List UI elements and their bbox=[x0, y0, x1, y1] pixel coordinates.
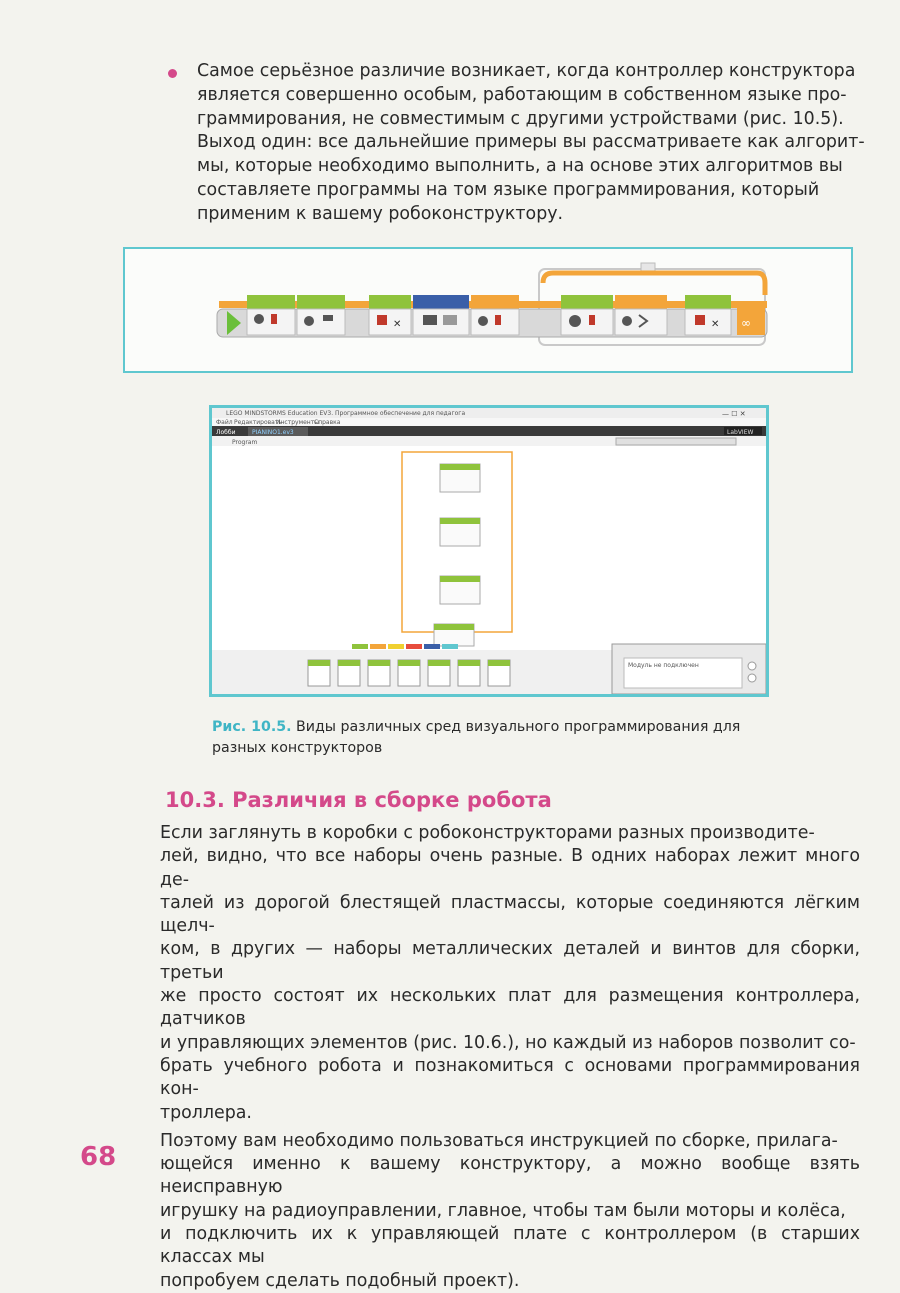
palette-blocks[interactable] bbox=[308, 660, 510, 686]
paragraph-1 bbox=[160, 822, 860, 1125]
tab-project[interactable]: PIANINO1.ev3 bbox=[252, 429, 294, 436]
loop-sequence-wire bbox=[543, 273, 765, 295]
figure-caption bbox=[212, 717, 812, 759]
svg-text:∞: ∞ bbox=[741, 316, 751, 330]
page-number: 68 bbox=[80, 1142, 117, 1172]
bullet-line: является совершенно особым, работающим в собственном языке про- bbox=[197, 84, 847, 105]
section-heading: 10.3. Различия в сборке робота bbox=[165, 788, 552, 812]
paragraph-line: брать учебного робота и познакомиться с основами программирования кон- bbox=[160, 1055, 860, 1100]
paragraph-line: попробуем сделать подобный проект). bbox=[160, 1270, 520, 1291]
figure-label: Рис. 10.5. bbox=[212, 719, 292, 735]
bullet-line: применим к вашему робоконструктору. bbox=[197, 203, 564, 224]
canvas-toolbar[interactable] bbox=[616, 438, 736, 445]
block-program-figure bbox=[123, 247, 853, 373]
bullet-paragraph bbox=[168, 60, 868, 227]
tab-program[interactable]: Program bbox=[232, 439, 258, 446]
paragraph-line: и подключить их к управляющей плате с контроллером (в старших классах мы bbox=[160, 1224, 860, 1268]
switch-block bbox=[615, 295, 667, 335]
motor-block bbox=[561, 295, 613, 335]
run-button[interactable] bbox=[748, 674, 756, 682]
paragraph-line: лей, видно, что все наборы очень разные. В одних наборах лежит много де- bbox=[160, 846, 860, 890]
section-body bbox=[160, 822, 860, 1293]
menu-tools[interactable]: Инструменты bbox=[276, 419, 319, 426]
paragraph-2 bbox=[160, 1130, 860, 1293]
sound-block bbox=[297, 295, 345, 335]
bullet-line: Самое серьёзное различие возникает, когда контроллер конструктора bbox=[197, 61, 856, 81]
svg-text:✕: ✕ bbox=[711, 319, 720, 330]
caption-text-line1: Виды различных сред визуального программирования для bbox=[296, 719, 741, 735]
motor-block bbox=[685, 295, 731, 335]
motor-block bbox=[369, 295, 411, 335]
paragraph-line: ком, в других — наборы металлических деталей и винтов для сборки, третьи bbox=[160, 939, 860, 983]
ev3-window bbox=[212, 408, 766, 694]
paragraph-line: же просто состоят их нескольких плат для размещения контроллера, датчиков bbox=[160, 986, 860, 1030]
bullet-line: мы, которые необходимо выполнить, а на основе этих алгоритмов вы bbox=[197, 156, 843, 177]
window-title: LEGO MINDSTORMS Education EV3. Программное обеспечение для педагога bbox=[226, 410, 466, 417]
display-block bbox=[413, 295, 469, 335]
labview-brand: LabVIEW bbox=[727, 429, 754, 436]
bullet-line: Выход один: все дальнейшие примеры вы рассматриваете как алгорит- bbox=[197, 132, 865, 153]
paragraph-line: ющейся именно к вашему конструктору, а можно вообще взять неисправную bbox=[160, 1154, 860, 1198]
loop-label-icon bbox=[641, 263, 655, 271]
menu-help[interactable]: Справка bbox=[314, 419, 341, 426]
bullet-text bbox=[197, 60, 868, 227]
paragraph-line: Поэтому вам необходимо пользоваться инструкцией по сборке, прилага- bbox=[160, 1130, 838, 1151]
ev3-software-screenshot bbox=[209, 405, 769, 697]
menu-edit[interactable]: Редактировать bbox=[234, 419, 282, 426]
paragraph-line: игрушку на радиоуправлении, главное, чтобы там были моторы и колёса, bbox=[160, 1200, 846, 1221]
svg-text:✕: ✕ bbox=[393, 319, 402, 330]
paragraph-line: Если заглянуть в коробки с робоконструкторами разных производите- bbox=[160, 823, 815, 843]
motor-block bbox=[247, 295, 295, 335]
paragraph-line: троллера. bbox=[160, 1102, 252, 1123]
bullet-line: составляете программы на том языке программирования, который bbox=[197, 179, 820, 200]
wait-block bbox=[471, 295, 519, 335]
paragraph-line: и управляющих элементов (рис. 10.6.), но каждый из наборов позволит со- bbox=[160, 1032, 856, 1053]
bullet-dot-icon bbox=[168, 69, 177, 78]
paragraph-line: талей из дорогой блестящей пластмассы, которые соединяются лёгким щелч- bbox=[160, 892, 860, 937]
hardware-status: Модуль не подключен bbox=[628, 662, 699, 669]
download-button[interactable] bbox=[748, 662, 756, 670]
bullet-line: граммирования, не совместимым с другими устройствами (рис. 10.5). bbox=[197, 108, 844, 129]
loop-end-block bbox=[737, 301, 765, 335]
tab-lobby[interactable]: Лобби bbox=[216, 429, 236, 436]
menu-file[interactable]: Файл bbox=[216, 419, 233, 426]
window-controls-icon[interactable]: — ☐ ✕ bbox=[722, 410, 746, 418]
caption-text-line2: разных конструкторов bbox=[212, 740, 383, 756]
block-program-strip bbox=[125, 249, 851, 371]
